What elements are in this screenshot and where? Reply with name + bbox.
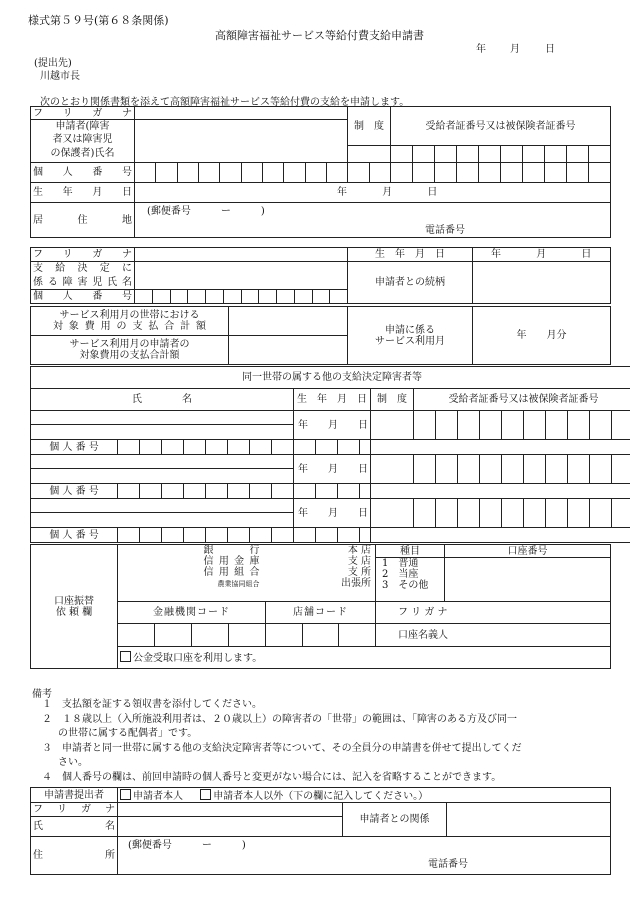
account-number-input[interactable] [445,558,611,602]
m1-month: 月 [328,419,338,431]
child-furigana-input[interactable] [135,248,348,262]
m3-year: 年 [298,507,308,519]
applicant-birthdate-input[interactable] [135,183,611,203]
submitter-label: 申請書提出者 [31,788,118,803]
m1-day: 日 [358,419,368,431]
cert-digit[interactable] [391,146,413,163]
submitter-table [30,787,611,875]
member-3-system[interactable] [371,499,414,528]
notes-title: 備考 [32,689,52,700]
note-3b: さい。 [58,757,88,768]
date-day: 日 [545,44,555,55]
inst-nokyo: 農業協同組合 [217,580,260,588]
public-account-checkbox[interactable] [118,647,611,669]
cert-digit[interactable] [567,146,589,163]
submitter-relation-label: 申請者との関係 [343,803,447,837]
applicant-address-label: 居 住 地 [31,203,135,238]
intro-text: 次のとおり関係書類を添えて高額障害福祉サービス等給付費の支給を申請します。 [40,97,410,108]
submitter-address-label: 住 所 [31,837,118,875]
type-other: 3 その他 [382,580,429,591]
submitter-options[interactable] [118,788,611,803]
member-1-mynumber-label: 個 人 番 号 [31,440,118,455]
member-3-furigana[interactable] [31,499,294,513]
applicant-name-label-1: 申請者(障害 [31,120,135,133]
applicant-name-label-2: 者又は障害児 [31,133,135,146]
applicant-name-input[interactable] [135,120,348,163]
branch-shisho: 支 所 [347,567,371,578]
birth-year: 年 [337,187,347,198]
cert-digit[interactable] [479,146,501,163]
bank-label-line1: 口座振替 [54,595,94,607]
child-relation-label: 申請者との続柄 [348,262,473,304]
institution-code-label: 金融機関コード [118,602,266,624]
household-total-line2: 対象費用の支払合計額 [53,321,206,332]
cert-digit[interactable] [435,146,457,163]
m3-month: 月 [328,507,338,519]
household-title: 同一世帯の属する他の支給決定障害者等 [31,367,630,389]
applicant-furigana-input[interactable] [135,107,348,120]
branch-shucchojo: 出張所 [341,578,371,589]
service-month-input[interactable]: 年 月分 [473,307,611,365]
cert-digit[interactable] [413,146,435,163]
service-month-line1: 申請に係る [385,324,435,336]
member-2-mynumber-label: 個 人 番 号 [31,484,118,499]
form-number: 様式第５９号(第６８条関係) [28,14,169,27]
child-birth-header: 生 年 月 日 [348,248,473,262]
applicant-total-line1: サービス利用月の申請者の [69,339,190,350]
submitter-name-label: 氏 名 [31,817,118,837]
child-name-label-1: 支 給 決 定 に [31,262,135,276]
child-relation-input[interactable] [473,262,611,304]
institution-code-boxes[interactable] [118,624,266,647]
member-3-birth[interactable] [294,499,371,528]
child-birth-day: 日 [581,249,592,260]
member-2-birth[interactable] [294,455,371,484]
applicant-total-line2: 対象費用の支払合計額 [79,350,180,361]
cert-digit[interactable] [589,146,611,163]
date-month: 月 [510,44,520,55]
member-1-system[interactable] [371,411,414,440]
costs-table [30,306,611,365]
account-type-header: 種目 [376,545,445,558]
public-account-label: 公金受取口座を利用します。 [133,653,263,664]
child-birth-input[interactable] [473,248,611,262]
branch-shiten: 支 店 [347,556,371,567]
submitter-self-label: 申請者本人 [133,790,183,802]
checkbox-icon[interactable] [120,651,131,662]
branch-code-label: 店舗コード [266,602,376,624]
m2-year: 年 [298,463,308,475]
branch-code-boxes[interactable] [266,624,376,647]
child-mynumber-label: 個 人 番 号 [31,290,135,304]
applicant-mynumber-label: 個 人 番 号 [31,163,135,183]
cert-digit[interactable] [501,146,523,163]
submit-to-label: (提出先) [34,58,72,69]
applicant-table [30,106,611,238]
member-3-mynumber-label: 個 人 番 号 [31,528,118,543]
household-cert-header: 受給者証番号又は被保険者証番号 [414,389,630,411]
bank-name-input[interactable] [118,545,266,602]
inst-kumiai: 信用組合 [203,567,260,578]
account-holder-label: 口座名義人 [398,629,448,641]
member-2-name[interactable] [31,469,294,484]
household-system-header: 制 度 [371,389,414,411]
postal-code: (郵便番号 ー ) [147,206,265,217]
account-holder-row[interactable] [376,624,611,647]
system-input[interactable] [348,146,391,163]
member-3-name[interactable] [31,513,294,528]
applicant-total-label [31,336,229,365]
bank-section-label [31,545,118,669]
inst-bank: 銀 行 [203,545,260,556]
child-birth-year: 年 [491,249,501,260]
system-label: 制 度 [348,107,391,146]
member-1-furigana[interactable] [31,411,294,425]
submitter-address-input[interactable] [118,837,611,875]
note-2b: の世帯に属する配偶者」です。 [58,728,198,739]
note-1: １ 支払額を証する領収書を添付してください。 [42,699,262,710]
applicant-total-input[interactable] [229,336,348,365]
bank-furigana-label: フ リ ガ ナ [398,607,448,618]
account-type-options[interactable] [376,558,445,602]
type-futsu: 1 普通 [382,558,419,569]
m2-day: 日 [358,463,368,475]
applicant-name-label-3: の保護者)氏名 [31,146,135,163]
child-name-label-2: 係る障害児氏名 [31,276,135,290]
cert-digit[interactable] [545,146,567,163]
child-table [30,247,611,304]
submitter-furigana-input[interactable] [118,803,343,817]
household-table [30,366,630,543]
household-total-label [31,307,229,336]
member-1-birth[interactable] [294,411,371,440]
member-1-name[interactable] [31,425,294,440]
bank-table [30,544,611,669]
child-furigana-label: フ リ ガ ナ [31,248,135,262]
bank-label-line2: 依 頼 欄 [55,606,93,618]
submitter-other-label: 申請者本人以外（下の欄に記入してください。） [213,790,429,802]
m3-day: 日 [358,507,368,519]
checkbox-icon[interactable] [200,789,211,800]
account-number-header: 口座番号 [445,545,611,558]
household-name-header: 氏 名 [31,389,294,411]
birth-day: 日 [427,187,438,198]
note-2a: ２ １８歳以上（入所施設利用者は、２０歳以上）の障害者の「世帯」の範囲は、「障害のある方及び同一 [42,714,517,725]
m2-month: 月 [328,463,338,475]
birth-month: 月 [382,187,393,198]
branch-name-input[interactable] [266,545,376,602]
child-name-input[interactable] [135,262,348,290]
submit-to-mayor: 川越市長 [40,71,80,82]
applicant-address-input[interactable] [135,203,611,238]
applicant-furigana-label: フ リ ガ ナ [31,107,135,120]
branch-honten: 本 店 [347,545,371,556]
note-4: ４ 個人番号の欄は、前回申請時の個人番号と変更がない場合には、記入を省略することができます。 [42,772,502,783]
phone-number: 電話番号 [425,225,465,236]
submitter-phone: 電話番号 [428,859,468,870]
date-year: 年 [476,44,486,55]
submitter-name-input[interactable] [118,817,343,837]
member-2-furigana[interactable] [31,455,294,469]
note-3a: ３ 申請者と同一世帯に属する他の支給決定障害者等について、その全員分の申請書を併せて提出してくだ [42,743,522,754]
cert-digit[interactable] [523,146,545,163]
child-mynumber-boxes[interactable] [135,290,348,304]
applicant-birthdate-label: 生 年 月 日 [31,183,135,203]
household-total-line1: サービス利用月の世帯における [59,310,200,321]
type-toza: 2 当座 [382,569,419,580]
inst-shinkin: 信用金庫 [203,556,260,567]
submitter-relation-input[interactable] [447,803,611,837]
service-month-label [348,307,473,365]
checkbox-icon[interactable] [120,789,131,800]
cert-digit[interactable] [457,146,479,163]
submitter-furigana-label: フ リ ガ ナ [31,803,118,817]
applicant-mynumber-boxes[interactable] [135,163,391,183]
bank-furigana-row[interactable] [376,602,611,624]
submitter-postal: (郵便番号 ー ) [128,840,246,851]
child-birth-month: 月 [536,249,547,260]
household-birth-header: 生 年 月 日 [294,389,371,411]
member-2-system[interactable] [371,455,414,484]
service-month-line2: サービス利用月 [375,335,445,347]
cert-number-label: 受給者証番号又は被保険者証番号 [391,107,611,146]
household-total-input[interactable] [229,307,348,336]
form-title: 高額障害福祉サービス等給付費支給申請書 [215,29,424,42]
m1-year: 年 [298,419,308,431]
